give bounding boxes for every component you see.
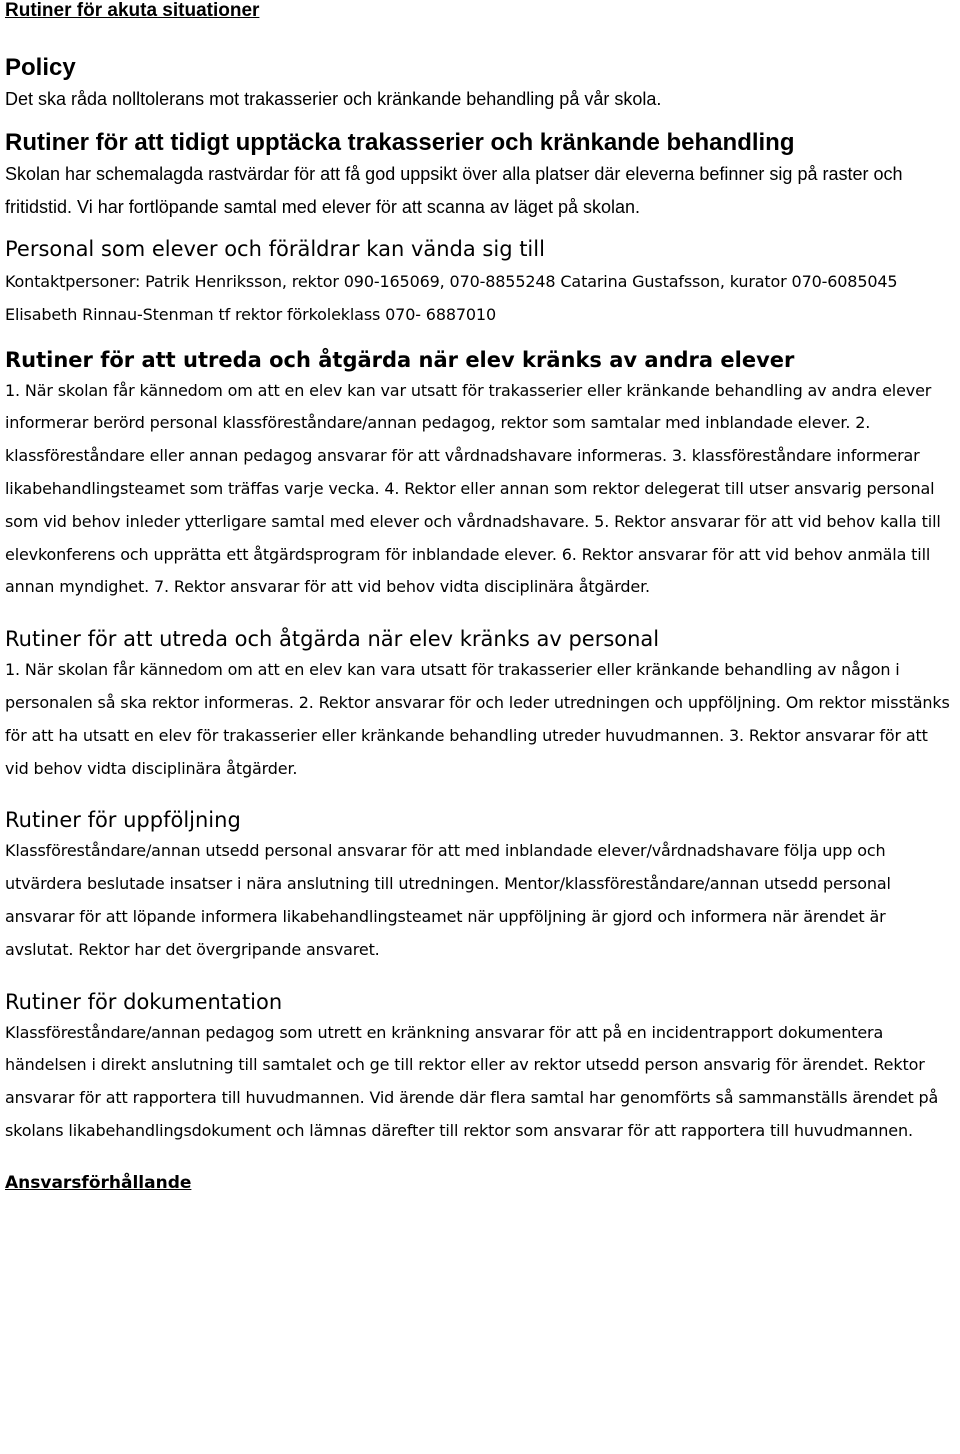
- follow-up-heading: Rutiner för uppföljning: [5, 808, 241, 833]
- responsibility-heading: Ansvarsförhållande: [5, 1172, 192, 1193]
- contacts-text: Kontaktpersoner: Patrik Henriksson, rektor 090-165069, 070-8855248 Catarina Gustafsson, kurator 070-6085045 Elisabeth Rinnau-Stenman tf rektor förkoleklass 070- 6887010: [5, 272, 898, 324]
- early-detection-heading: Rutiner för att tidigt upptäcka trakasserier och kränkande behandling: [5, 129, 795, 156]
- early-detection-text: Skolan har schemalagda rastvärdar för att få god uppsikt över alla platser där eleverna befinner sig på raster och fritidstid. Vi har fortlöpande samtal med elever för att scanna av läget på skolan.: [5, 164, 903, 217]
- follow-up-text: Klassföreståndare/annan utsedd personal ansvarar för att med inblandade elever/vårdnadshavare följa upp och utvärdera beslutade insatser i nära anslutning till utredningen. Mentor/klassföreståndare/annan utsedd personal ansvarar för att löpande informera likabehandlingsteamet när uppföljning är gjord och informera när ärendet är avslutat. Rektor har det övergripande ansvaret.: [5, 841, 891, 959]
- policy-text: Det ska råda nolltolerans mot trakasserier och kränkande behandling på vår skola.: [5, 89, 662, 109]
- staff-offense-heading: Rutiner för att utreda och åtgärda när elev kränks av personal: [5, 627, 660, 652]
- responsibility-section: [5, 1172, 955, 1194]
- student-offense-section: [5, 345, 955, 605]
- student-offense-text: 1. När skolan får kännedom om att en elev kan var utsatt för trakasserier eller kränkande behandling av andra elever informerar berörd personal klassföreståndare/annan pedagog, rektor som samtalar med inblandade elever. 2. klassföreståndare eller annan pedagog ansvarar för att vårdnadshavare informeras. 3. klassföreståndare informerar likabehandlingsteamet som träffas varje vecka. 4. Rektor eller annan som rektor delegerat till utser ansvarig personal som vid behov inleder ytterligare samtal med elever och vårdnadshavare. 5. Rektor ansvarar för att vid behov kalla till elevkonferens och upprätta ett åtgärdsprogram för inblandade elever. 6. Rektor ansvarar för att vid behov anmäla till annan myndighet. 7. Rektor ansvarar för att vid behov vidta disciplinära åtgärder.: [5, 380, 941, 597]
- student-offense-heading: Rutiner för att utreda och åtgärda när elev kränks av andra elever: [5, 347, 795, 372]
- documentation-heading: Rutiner för dokumentation: [5, 989, 283, 1014]
- staff-offense-section: [5, 624, 955, 785]
- contacts-section: [5, 234, 955, 332]
- contacts-heading: Personal som elever och föräldrar kan vända sig till: [5, 237, 545, 261]
- policy-heading: Policy: [5, 54, 76, 81]
- staff-offense-text: 1. När skolan får kännedom om att en elev kan vara utsatt för trakasserier eller kränkande behandling av någon i personalen så ska rektor informeras. 2. Rektor ansvarar för och leder utredningen och uppföljning. Om rektor misstänks för att ha utsatt en elev för trakasserier eller kränkande behandling utreder huvudmannen. 3. Rektor ansvarar för att vid behov vidta disciplinära åtgärder.: [5, 660, 950, 778]
- early-detection-section: [5, 128, 955, 224]
- documentation-section: [5, 987, 955, 1148]
- follow-up-section: [5, 805, 955, 966]
- document-page: [5, 0, 955, 1194]
- document-title: Rutiner för akuta situationer: [5, 0, 260, 21]
- documentation-text: Klassföreståndare/annan pedagog som utrett en kränkning ansvarar för att på en incidentrapport dokumentera händelsen i direkt anslutning till samtalet och ge till rektor eller av rektor utsedd person ansvarig för ärendet. Rektor ansvarar för att rapportera till huvudmannen. Vid ärende där flera samtal har genomförts så sammanställs ärendet på skolans likabehandlingsdokument och lämnas därefter till rektor som ansvarar för att rapportera till huvudmannen.: [5, 1022, 939, 1140]
- policy-section: [5, 53, 955, 116]
